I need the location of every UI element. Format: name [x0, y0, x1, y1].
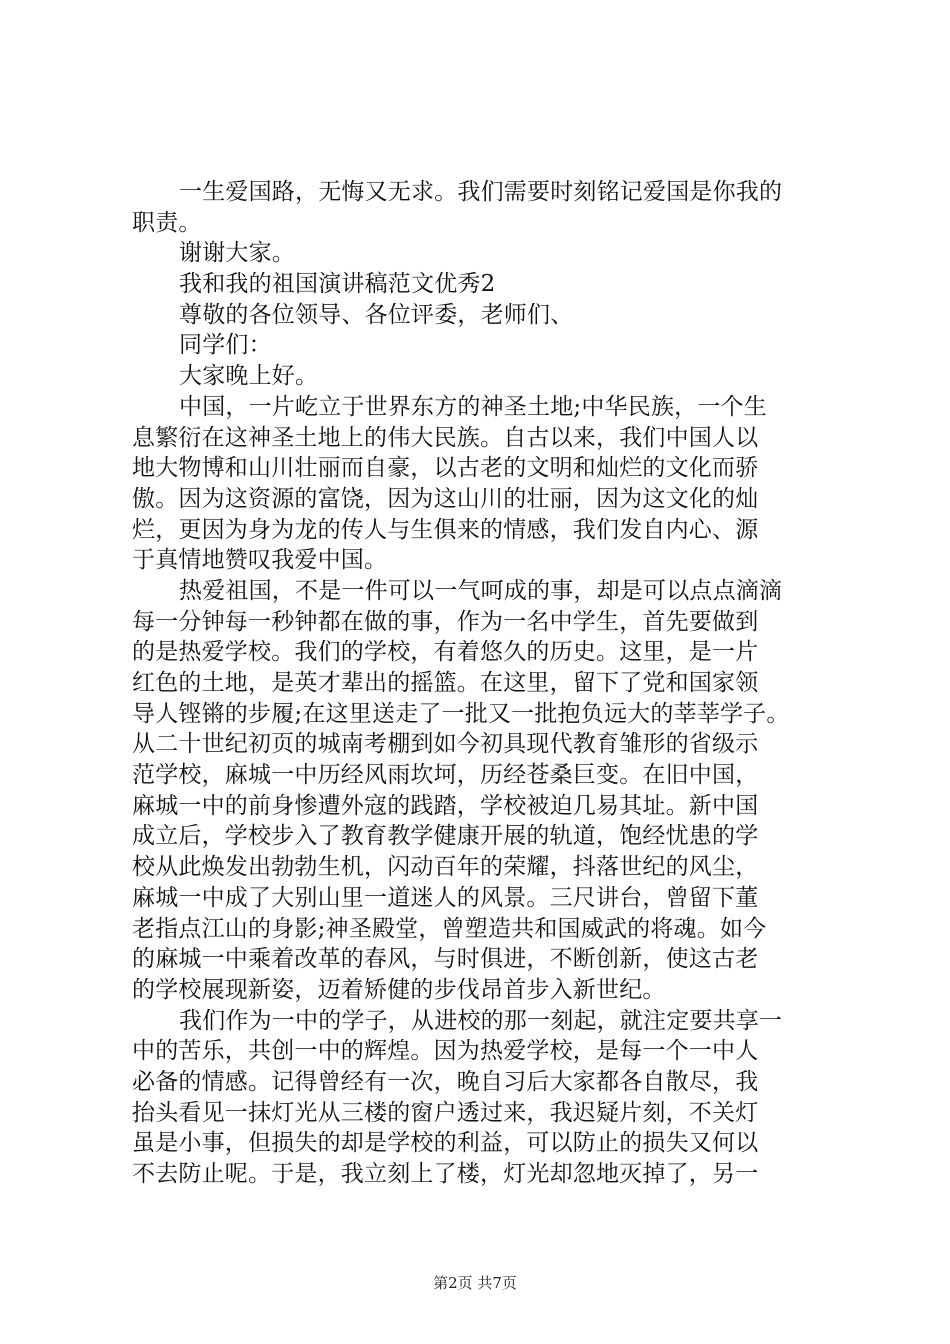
text-line: 傲。因为这资源的富饶，因为这山川的壮丽，因为这文化的灿 [132, 485, 759, 512]
text-line: 麻城一中的前身惨遭外寇的践踏，学校被迫几易其址。新中国 [132, 792, 759, 819]
text-line: 地大物博和山川壮丽而自豪，以古老的文明和灿烂的文化而骄 [132, 455, 759, 482]
text-line: 于真情地赞叹我爱中国。 [132, 547, 388, 574]
text-line: 每一分钟每一秒钟都在做的事，作为一名中学生，首先要做到 [132, 608, 759, 635]
document-body [132, 177, 837, 1190]
text-line: 必备的情感。记得曾经有一次，晚自习后大家都各自散尽，我 [132, 1068, 759, 1095]
text-line: 范学校，麻城一中历经风雨坎坷，历经苍桑巨变。在旧中国， [132, 762, 759, 789]
text-line: 中国，一片屹立于世界东方的神圣土地;中华民族，一个生 [179, 393, 767, 420]
text-line: 不去防止呢。于是，我立刻上了楼，灯光却忽地灭掉了，另一 [132, 1161, 759, 1187]
text-line: 的麻城一中乘着改革的春风，与时俱进，不断创新，使这古老 [132, 946, 759, 973]
text-line: 虽是小事，但损失的却是学校的利益，可以防止的损失又何以 [132, 1130, 759, 1157]
text-line: 中的苦乐，共创一中的辉煌。因为热爱学校，是每一个一中人 [132, 1038, 759, 1065]
text-line: 谢谢大家。 [179, 240, 295, 267]
text-line: 成立后，学校步入了教育教学健康开展的轨道，饱经忧患的学 [132, 823, 759, 850]
text-line: 老指点江山的身影;神圣殿堂，曾塑造共和国威武的将魂。如今 [132, 915, 767, 942]
text-line: 麻城一中成了大别山里一道迷人的风景。三尺讲台，曾留下董 [132, 884, 759, 911]
text-line: 导人铿锵的步履;在这里送走了一批又一批抱负远大的莘莘学子。 [132, 700, 790, 727]
text-line: 校从此焕发出勃勃生机，闪动百年的荣耀，抖落世纪的风尘， [132, 854, 759, 881]
text-line: 大家晚上好。 [179, 363, 319, 390]
text-line: 红色的土地，是英才辈出的摇篮。在这里，留下了党和国家领 [132, 670, 759, 696]
text-line: 尊敬的各位领导、各位评委，老师们、 [179, 301, 574, 328]
text-line: 职责。 [132, 209, 202, 236]
text-line: 抬头看见一抹灯光从三楼的窗户透过来，我迟疑片刻，不关灯 [132, 1099, 759, 1126]
text-line: 烂，更因为身为龙的传人与生俱来的情感，我们发自内心、源 [132, 516, 759, 543]
text-line: 同学们： [179, 332, 272, 359]
text-line: 息繁衍在这神圣土地上的伟大民族。自古以来，我们中国人以 [132, 424, 759, 451]
text-line: 一生爱国路，无悔又无求。我们需要时刻铭记爱国是你我的 [179, 179, 783, 205]
text-line: 的学校展现新姿，迈着矫健的步伐昂首步入新世纪。 [132, 976, 666, 1003]
section-heading: 我和我的祖国演讲稿范文优秀2 [179, 271, 496, 298]
text-line: 我们作为一中的学子，从进校的那一刻起，就注定要共享一 [179, 1007, 783, 1034]
page-number-footer: 第2页 共7页 [433, 1274, 517, 1292]
text-line: 热爱祖国，不是一件可以一气呵成的事，却是可以点点滴滴 [179, 577, 783, 604]
text-line: 从二十世纪初页的城南考棚到如今初具现代教育雏形的省级示 [132, 731, 759, 758]
text-line: 的是热爱学校。我们的学校，有着悠久的历史。这里，是一片 [132, 639, 759, 666]
